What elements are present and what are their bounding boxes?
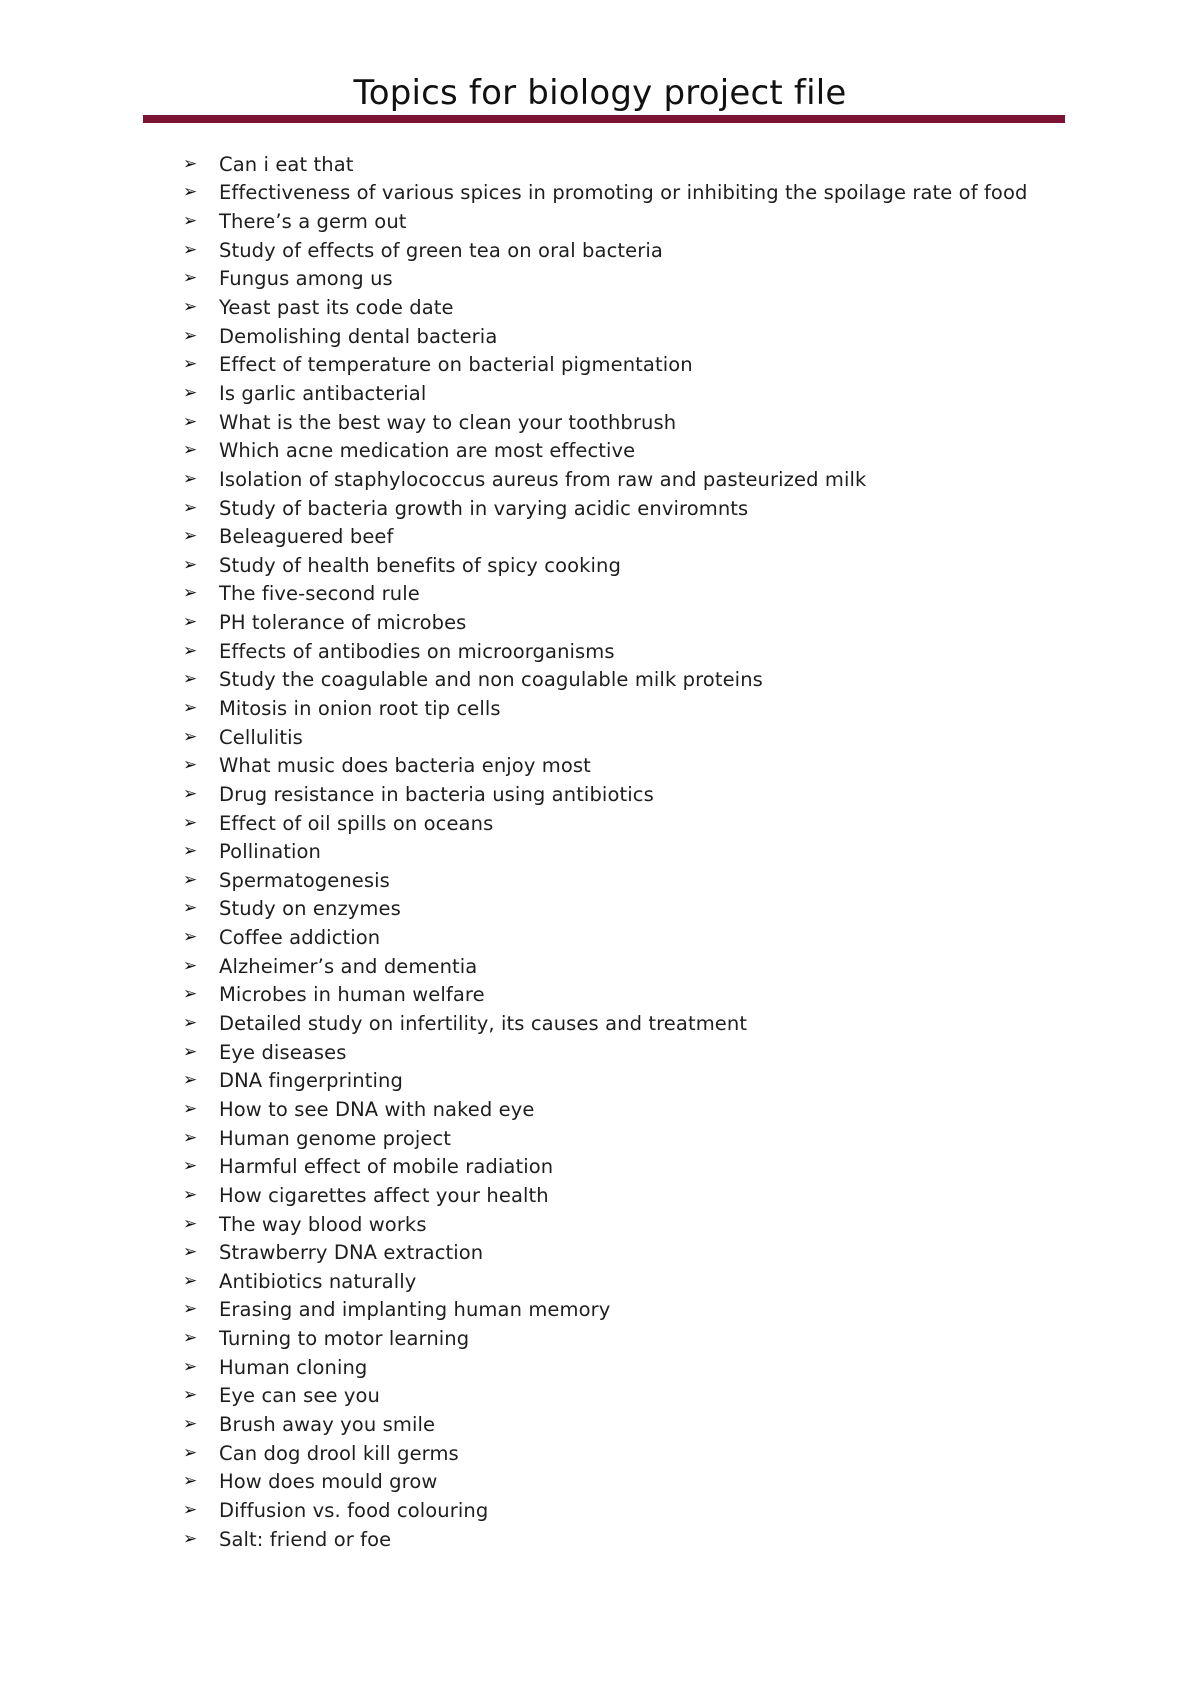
topic-text: Strawberry DNA extraction — [219, 1241, 484, 1265]
arrow-bullet-icon: ➢ — [183, 182, 198, 203]
arrow-bullet-icon: ➢ — [183, 297, 198, 318]
list-item — [183, 637, 1027, 666]
list-item — [183, 1210, 1027, 1239]
arrow-bullet-icon: ➢ — [183, 726, 198, 747]
list-item — [183, 1410, 1027, 1439]
list-item — [183, 809, 1027, 838]
topic-text: Effect of oil spills on oceans — [219, 811, 494, 835]
arrow-bullet-icon: ➢ — [183, 1471, 198, 1492]
topic-text: Effect of temperature on bacterial pigmentation — [219, 353, 693, 377]
arrow-bullet-icon: ➢ — [183, 354, 198, 375]
list-item — [183, 1152, 1027, 1181]
arrow-bullet-icon: ➢ — [183, 1127, 198, 1148]
arrow-bullet-icon: ➢ — [183, 612, 198, 633]
topic-text: Study on enzymes — [219, 897, 401, 921]
arrow-bullet-icon: ➢ — [183, 1270, 198, 1291]
list-item — [183, 1095, 1027, 1124]
arrow-bullet-icon: ➢ — [183, 325, 198, 346]
topic-list — [183, 150, 1027, 1553]
list-item — [183, 1353, 1027, 1382]
list-item — [183, 179, 1027, 208]
arrow-bullet-icon: ➢ — [183, 1098, 198, 1119]
list-item — [183, 408, 1027, 437]
list-item — [183, 494, 1027, 523]
topic-text: The way blood works — [219, 1212, 427, 1236]
arrow-bullet-icon: ➢ — [183, 583, 198, 604]
topic-text: How to see DNA with naked eye — [219, 1097, 535, 1121]
topic-text: Harmful effect of mobile radiation — [219, 1155, 554, 1179]
topic-text: Diffusion vs. food colouring — [219, 1498, 489, 1522]
arrow-bullet-icon: ➢ — [183, 1184, 198, 1205]
topic-text: Can i eat that — [219, 152, 354, 176]
arrow-bullet-icon: ➢ — [183, 783, 198, 804]
topic-text: DNA fingerprinting — [219, 1069, 403, 1093]
arrow-bullet-icon: ➢ — [183, 1385, 198, 1406]
topic-text: PH tolerance of microbes — [219, 611, 467, 635]
arrow-bullet-icon: ➢ — [183, 669, 198, 690]
topic-text: Effects of antibodies on microorganisms — [219, 639, 615, 663]
list-item — [183, 322, 1027, 351]
topic-text: Coffee addiction — [219, 926, 381, 950]
topic-text: Drug resistance in bacteria using antibiotics — [219, 782, 654, 806]
topic-text: Can dog drool kill germs — [219, 1441, 459, 1465]
topic-text: How does mould grow — [219, 1470, 438, 1494]
title-underline-rule — [143, 115, 1065, 123]
list-item — [183, 1324, 1027, 1353]
topic-text: Mitosis in onion root tip cells — [219, 696, 501, 720]
topic-text: Study of health benefits of spicy cooking — [219, 553, 621, 577]
topic-text: Isolation of staphylococcus aureus from raw and pasteurized milk — [219, 467, 867, 491]
list-item — [183, 1238, 1027, 1267]
arrow-bullet-icon: ➢ — [183, 382, 198, 403]
arrow-bullet-icon: ➢ — [183, 640, 198, 661]
list-item — [183, 1267, 1027, 1296]
topic-text: Human genome project — [219, 1126, 452, 1150]
arrow-bullet-icon: ➢ — [183, 554, 198, 575]
arrow-bullet-icon: ➢ — [183, 268, 198, 289]
arrow-bullet-icon: ➢ — [183, 898, 198, 919]
list-item — [183, 780, 1027, 809]
list-item — [183, 465, 1027, 494]
arrow-bullet-icon: ➢ — [183, 239, 198, 260]
list-item — [183, 895, 1027, 924]
topic-text: Eye diseases — [219, 1040, 347, 1064]
list-item — [183, 1496, 1027, 1525]
arrow-bullet-icon: ➢ — [183, 497, 198, 518]
list-item — [183, 1382, 1027, 1411]
arrow-bullet-icon: ➢ — [183, 955, 198, 976]
topic-text: Pollination — [219, 840, 322, 864]
topic-text: Is garlic antibacterial — [219, 381, 427, 405]
arrow-bullet-icon: ➢ — [183, 1213, 198, 1234]
topic-text: Antibiotics naturally — [219, 1269, 417, 1293]
topic-text: Spermatogenesis — [219, 868, 390, 892]
list-item — [183, 1067, 1027, 1096]
list-item — [183, 723, 1027, 752]
arrow-bullet-icon: ➢ — [183, 1328, 198, 1349]
topic-text: Fungus among us — [219, 267, 393, 291]
topic-text: Erasing and implanting human memory — [219, 1298, 611, 1322]
topic-text: Alzheimer’s and dementia — [219, 954, 478, 978]
list-item — [183, 866, 1027, 895]
list-item — [183, 952, 1027, 981]
list-item — [183, 551, 1027, 580]
arrow-bullet-icon: ➢ — [183, 984, 198, 1005]
topic-text: Which acne medication are most effective — [219, 439, 636, 463]
arrow-bullet-icon: ➢ — [183, 1070, 198, 1091]
topic-text: The five-second rule — [219, 582, 420, 606]
topic-text: How cigarettes affect your health — [219, 1183, 549, 1207]
list-item — [183, 265, 1027, 294]
arrow-bullet-icon: ➢ — [183, 927, 198, 948]
list-item — [183, 1439, 1027, 1468]
topic-text: Cellulitis — [219, 725, 303, 749]
list-item — [183, 580, 1027, 609]
list-item — [183, 1124, 1027, 1153]
arrow-bullet-icon: ➢ — [183, 1442, 198, 1463]
list-item — [183, 923, 1027, 952]
arrow-bullet-icon: ➢ — [183, 1013, 198, 1034]
list-item — [183, 236, 1027, 265]
list-item — [183, 1181, 1027, 1210]
list-item — [183, 436, 1027, 465]
arrow-bullet-icon: ➢ — [183, 153, 198, 174]
list-item — [183, 1009, 1027, 1038]
topic-text: There’s a germ out — [219, 210, 407, 234]
page-title: Topics for biology project file — [353, 73, 847, 113]
topic-text: What is the best way to clean your toothbrush — [219, 410, 677, 434]
arrow-bullet-icon: ➢ — [183, 1242, 198, 1263]
list-item — [183, 522, 1027, 551]
topic-text: What music does bacteria enjoy most — [219, 754, 591, 778]
list-item — [183, 207, 1027, 236]
arrow-bullet-icon: ➢ — [183, 1528, 198, 1549]
list-item — [183, 694, 1027, 723]
arrow-bullet-icon: ➢ — [183, 812, 198, 833]
list-item — [183, 150, 1027, 179]
topic-text: Beleaguered beef — [219, 525, 394, 549]
list-item — [183, 350, 1027, 379]
arrow-bullet-icon: ➢ — [183, 1041, 198, 1062]
topic-text: Effectiveness of various spices in promoting or inhibiting the spoilage rate of food — [219, 181, 1028, 205]
arrow-bullet-icon: ➢ — [183, 211, 198, 232]
arrow-bullet-icon: ➢ — [183, 1414, 198, 1434]
list-item — [183, 1038, 1027, 1067]
arrow-bullet-icon: ➢ — [183, 468, 198, 489]
arrow-bullet-icon: ➢ — [183, 440, 198, 461]
topic-text: Turning to motor learning — [219, 1327, 470, 1351]
list-item — [183, 666, 1027, 695]
topic-text: Study of bacteria growth in varying acidic enviromnts — [219, 496, 749, 520]
topic-text: Microbes in human welfare — [219, 983, 485, 1007]
arrow-bullet-icon: ➢ — [183, 411, 198, 432]
list-item — [183, 751, 1027, 780]
list-item — [183, 1467, 1027, 1496]
arrow-bullet-icon: ➢ — [183, 1499, 198, 1520]
arrow-bullet-icon: ➢ — [183, 1356, 198, 1377]
topic-text: Study of effects of green tea on oral bacteria — [219, 238, 663, 262]
topic-text: Human cloning — [219, 1355, 368, 1379]
topic-text: Brush away you smile — [219, 1413, 436, 1436]
arrow-bullet-icon: ➢ — [183, 755, 198, 776]
topic-text: Detailed study on infertility, its causes and treatment — [219, 1012, 748, 1036]
topic-text: Salt: friend or foe — [219, 1527, 392, 1551]
arrow-bullet-icon: ➢ — [183, 841, 198, 862]
topic-text: Study the coagulable and non coagulable milk proteins — [219, 668, 763, 692]
list-item — [183, 379, 1027, 408]
topic-text: Eye can see you — [219, 1384, 380, 1408]
topic-text: Yeast past its code date — [219, 296, 454, 320]
arrow-bullet-icon: ➢ — [183, 1156, 198, 1177]
topic-text: Demolishing dental bacteria — [219, 324, 498, 348]
list-item — [183, 1296, 1027, 1325]
list-item — [183, 608, 1027, 637]
arrow-bullet-icon: ➢ — [183, 526, 198, 547]
list-item — [183, 293, 1027, 322]
list-item — [183, 981, 1027, 1010]
arrow-bullet-icon: ➢ — [183, 869, 198, 890]
list-item — [183, 1525, 1027, 1554]
list-item — [183, 837, 1027, 866]
arrow-bullet-icon: ➢ — [183, 697, 198, 718]
arrow-bullet-icon: ➢ — [183, 1299, 198, 1320]
